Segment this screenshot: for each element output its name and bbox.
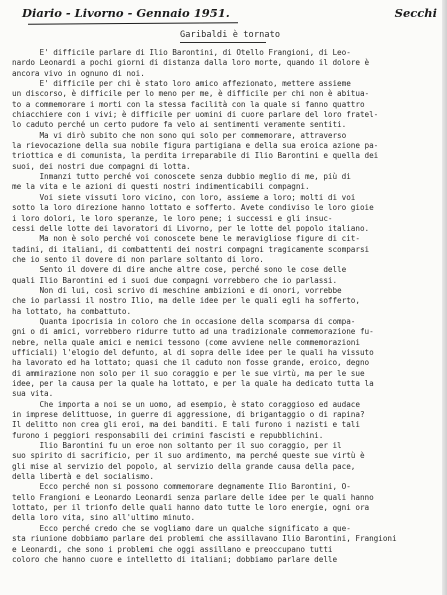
text-line: della loro vita, sino all'ultimo minuto. [12, 513, 196, 523]
text-line: gli mise al servizio del popolo, al servizio della grande causa della pace, [12, 461, 356, 471]
text-line: gni o di amici, vorrebbero ridurre tutto ad una tradizionale commemorazione fu- [12, 327, 374, 337]
text-line: quali Ilio Barontini ed i suoi due compagni vorrebbero che io parlassi. [12, 275, 338, 285]
document-title: Garibaldi è tornato [180, 30, 281, 40]
text-line: ha lavorato ed ha lottato; quasi che il caduto non fosse grande, eroico, degno [12, 358, 370, 368]
text-line: sta riunione dobbiamo parlare dei problemi che assillavano Ilio Barontini, Frangioni [12, 534, 397, 544]
text-line: furono i peggiori responsabili dei crimini fascisti e repubblichini. [12, 430, 324, 440]
text-line: nebre, nella quale amici e nemici tessono (come avviene nelle commemorazioni [12, 337, 360, 347]
text-line: della libertà e del socialismo. [12, 472, 154, 482]
text-line: me la vita e le azioni di questi nostri indimenticabili compagni. [12, 182, 310, 192]
text-line: E' difficile parlare di Ilio Barontini, di Otello Frangioni, di Leo- [12, 48, 351, 57]
handwritten-source-note: Diario - Livorno - Gennaio 1951. [22, 6, 230, 20]
text-line: E' difficile per chi è stato loro amico affezionato, mettere assieme [12, 79, 351, 89]
text-line: Che importa a noi se un uomo, ad esempio, è stato coraggioso ed audace [12, 399, 360, 409]
text-line: suo spirito di sacrificio, per il suo ardimento, ma perché queste sue virtù è [12, 451, 365, 461]
text-line: e Leonardi, che sono i problemi che oggi assillano e preoccupano tutti [12, 544, 333, 554]
text-line: Non di lui, così scrivo di meschine ambizioni e di onori, vorrebbe [12, 285, 342, 295]
text-line: un discorso, è difficile per lo meno per me, è difficile per chi non è abitua- [12, 89, 370, 99]
text-line: cessi delle lotte dei lavoratori di Livorno, per le lotte del popolo italiano. [12, 223, 370, 233]
text-line: tadini, di italiani, di combattenti dei nostri compagni tragicamente scomparsi [12, 244, 370, 254]
text-line: Quanta ipocrisia in coloro che in occasione della scomparsa di compa- [12, 316, 356, 326]
handwritten-author-note: Secchi [394, 6, 437, 20]
text-line: Ecco perché credo che se vogliamo dare un qualche significato a que- [12, 523, 351, 533]
text-line: Sento il dovere di dire anche altre cose, perché sono le cose delle [12, 265, 347, 275]
text-line: Ecco perché non si possono commemorare degnamente Ilio Barontini, O- [12, 482, 351, 492]
text-line: di ammirazione non solo per il suo coraggio e per le sue virtù, ma per le sue [12, 368, 365, 378]
text-line: sotto la loro direzione hanno lottato e sofferto. Avete condiviso le loro gioie [12, 203, 374, 213]
handwritten-underline [28, 22, 238, 24]
text-line: Ma non è solo perché voi conoscete bene le meravigliose figure di cit- [12, 234, 360, 244]
text-line: i loro dolori, le loro speranze, le loro pene; i successi e gli insuc- [12, 213, 333, 223]
text-line: che io sento il dovere di non parlare soltanto di loro. [12, 254, 264, 264]
text-line: ha lottato, ha combattuto. [12, 306, 132, 316]
text-line: triottica e di comunista, la perdita irreparabile di Ilio Barontini e quella dei [12, 151, 379, 161]
text-line: idee, per la causa per la quale ha lottato, e per la quale ha dedicato tutta la [12, 379, 374, 388]
text-line: lottato, per il trionfo delle quali hanno dato tutte le loro energie, ogni ora [12, 503, 370, 513]
text-line: Voi siete vissuti loro vicino, con loro, assieme a loro; molti di voi [12, 192, 356, 202]
text-line: coloro che hanno cuore e intelletto di italiani; dobbiamo parlare delle [12, 554, 338, 564]
text-line: tello Frangioni e Leonardo Leonardi senza parlare delle idee per le quali hanno [12, 492, 374, 502]
text-line: to a commemorare i morti con la stessa facilità con la quale si fanno quattro [12, 99, 365, 109]
text-line: in imprese delittuose, in guerre di aggressione, di brigantaggio o di rapina? [12, 410, 365, 420]
text-line: Inmanzi tutto perché voi conoscete senza dubbio meglio di me, più di [12, 172, 351, 182]
text-line: chiacchiere con i vivi; è difficile per uomini di cuore parlare del loro fratel- [12, 110, 379, 120]
text-line: Ilio Barontini fu un eroe non soltanto per il suo coraggio, per il [12, 441, 342, 451]
text-line: la rievocazione della sua nobile figura partigiana e della sua eroica azione pa- [12, 141, 379, 151]
text-line: sua vita. [12, 389, 54, 399]
document-body [12, 48, 442, 565]
text-line: ufficiali) l'elogio del defunto, al di sopra delle idee per le quali ha vissuto [12, 347, 374, 357]
text-line: lo caduto perché un certo pudore fa velo ai sentimenti veramente sentiti. [12, 120, 347, 130]
text-line: Il delitto non crea gli eroi, ma dei banditi. E tali furono i nazisti e tali [12, 420, 360, 430]
scan-edge-shadow [442, 0, 447, 595]
text-line: nardo Leonardi a pochi giorni di distanza dalla loro morte, quando il dolore è [12, 58, 370, 68]
title-underline [180, 42, 266, 43]
text-line: che io parlassi il nostro Ilio, ma delle idee per le quali egli ha sofferto, [12, 296, 360, 306]
text-line: Ma vi dirò subito che non sono qui solo per commemorare, attraverso [12, 130, 347, 140]
handwritten-header [22, 6, 437, 24]
text-line: suoi, dei nostri due compagni di lotta. [12, 161, 191, 171]
text-line: ancora vivo in ognuno di noi. [12, 68, 145, 78]
